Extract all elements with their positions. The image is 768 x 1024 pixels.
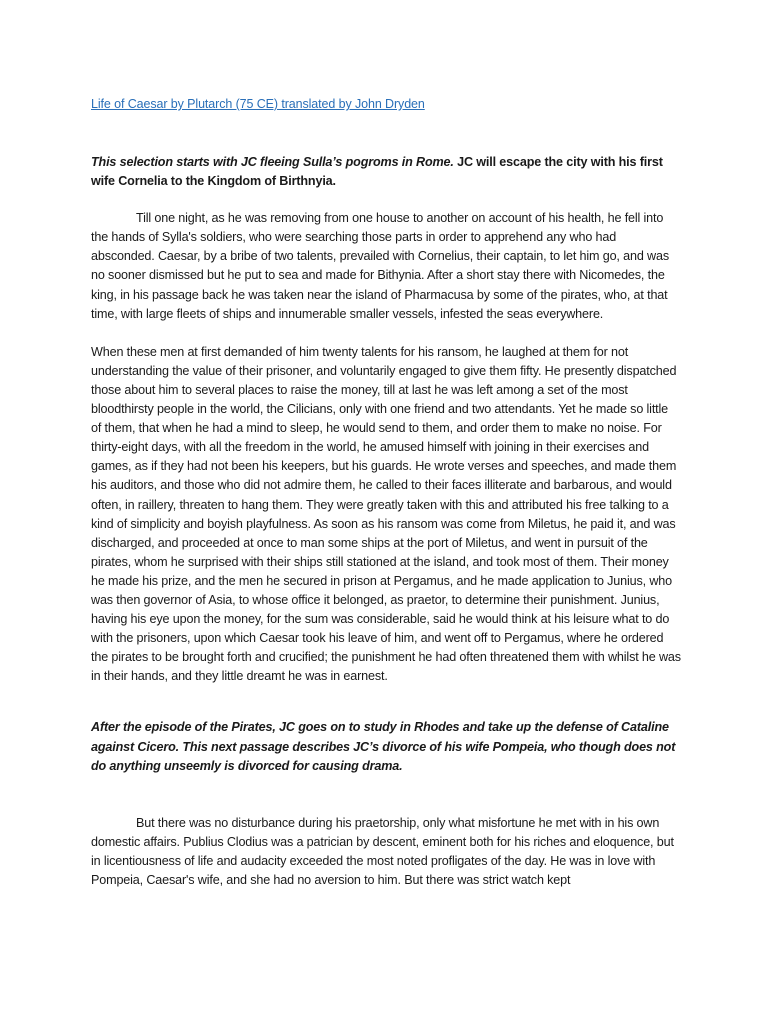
intro-rest: JC will escape the city with his first wife Cornelia to the Kingdom of Birthnyia. — [91, 155, 663, 189]
intro-italic: This selection starts with JC fleeing Sulla’s pogroms in Rome. — [91, 155, 454, 169]
body-paragraph-2: When these men at first demanded of him twenty talents for his ransom, he laughed at them for not understanding the value of their prisoner, and voluntarily engaged to give them fifty. He presently dispatched those about him to several places to raise the money, till at last he was left among a set of the most bloodthirsty people in the world, the Cilicians, only with one friend and two attendants. Yet he made so little of them, that when he had a mind to sleep, he would send to them, and order them to make no noise. For thirty-eight days, with all the freedom in the world, he amused himself with joining in their exercises and games, as if they had not been his keepers, but his guards. He wrote verses and speeches, and made them his auditors, and those who did not admire them, he called to their faces illiterate and barbarous, and would often, in raillery, threaten to hang them. They were greatly taken with this and attributed his free talking to a kind of simplicity and boyish playfulness. As soon as his ransom was come from Miletus, he paid it, and was discharged, and proceeded at once to man some ships at the port of Miletus, and went in pursuit of the pirates, whom he surprised with their ships still stationed at the island, and took most of them. Their money he made his prize, and the men he secured in prison at Pergamus, and he made application to Junius, who was then governor of Asia, to whose office it belonged, as praetor, to determine their punishment. Junius, having his eye upon the money, for the sum was considerable, said he would think at his leisure what to do with the prisoners, upon which Caesar took his leave of him, and went off to Pergamus, where he ordered the pirates to be brought forth and crucified; the punishment he had often threatened them with whilst he was in their hands, and they little dreamt he was in earnest. — [91, 344, 681, 684]
editor-note: After the episode of the Pirates, JC goes on to study in Rhodes and take up the defense of Cataline against Cicero. This next passage describes JC’s divorce of his wife Pompeia, who though does not do anything unseemly is divorced for causing drama. — [91, 720, 676, 773]
title-link[interactable]: Life of Caesar by Plutarch (75 CE) translated by John Dryden — [91, 97, 425, 111]
body-paragraph-3: But there was no disturbance during his praetorship, only what misfortune he met with in his own domestic affairs. Publius Clodius was a patrician by descent, eminent both for his riches and eloquence, but in licentiousness of life and audacity exceeded the most noted profligates of the day. He was in love with Pompeia, Caesar's wife, and she had no aversion to him. But there was strict watch kept — [91, 815, 674, 887]
intro-paragraph — [91, 153, 681, 191]
document-page — [91, 95, 681, 890]
body-paragraph-1: Till one night, as he was removing from one house to another on account of his health, he fell into the hands of Sylla's soldiers, who were searching those parts in order to apprehend any who had absconded. Caesar, by a bribe of two talents, prevailed with Cornelius, their captain, to let him go, and was no sooner dismissed but he put to sea and made for Bithynia. After a short stay there with Nicomedes, the king, in his passage back he was taken near the island of Pharmacusa by some of the pirates, who, at that time, with large fleets of ships and innumerable smaller vessels, infested the seas everywhere. — [91, 211, 669, 321]
